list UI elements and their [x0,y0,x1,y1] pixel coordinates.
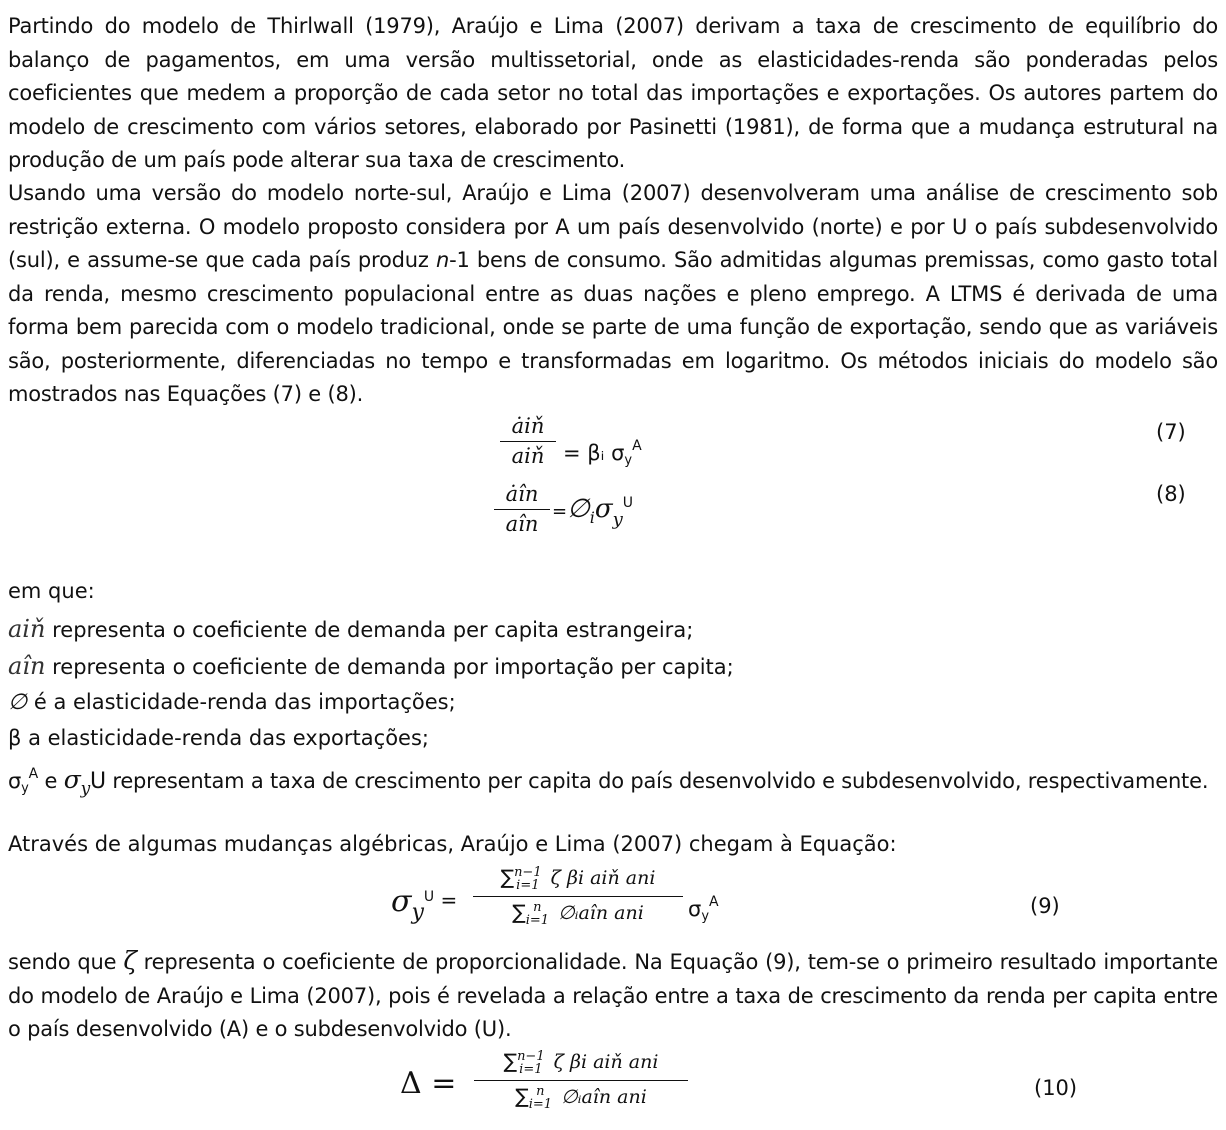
eq10-lhs: Δ = [400,1066,457,1101]
def3-text: é a elasticidade-renda das importações; [27,690,456,714]
def3-symbol: ∅ [8,690,28,715]
eq9-den-lower: i=1 [525,913,550,928]
def5-e: e [38,769,64,793]
eq7-fraction-bar [500,441,556,442]
eq10-fraction [474,1050,688,1111]
eq8-fraction [494,484,550,535]
eq9-rhs-sigma: σ [688,897,702,921]
paragraph-4 [8,944,1218,1047]
eq9-rhs [688,894,719,924]
paragraph-1 [8,10,1218,178]
eq10-den-body: ∅ᵢaîn ani [555,1086,647,1108]
def5-sub-y-u: y [80,779,90,799]
eq8-rhs [552,494,633,530]
eq9-num-upper: n−1 [514,865,542,880]
eq9-numerator [473,866,683,892]
paragraph-4-text-b: representa o coeficiente de proporcionalidade. Na Equação (9), tem-se o primeiro resultado importante do modelo de Araújo e Lima (2007), pois é revelada a relação entre a taxa de crescimento da renda per capita entre o país desenvolvido (A) e o subdesenvolvido (U). [8,950,1218,1041]
em-que-label: em que: [8,579,95,603]
eq10-den-upper: n [536,1084,545,1099]
eq9-den-sum: ∑ [512,900,526,924]
eq10-number: (10) [1034,1076,1078,1100]
def5-sup-a: A [28,766,39,782]
eq7-rhs [563,438,642,468]
def2-text: representa o coeficiente de demanda por importação per capita; [45,655,734,679]
eq8-sub-i: i [589,508,595,527]
paragraph-2-text-a: Usando uma versão do modelo norte-sul, Araújo e Lima (2007) desenvolveram uma análise de crescimento sob restrição externa. O modelo proposto considera por A um país desenvolvido (norte) e por U o país subdesenvolvido (sul), e assume-se que cada país produz [8,181,1218,272]
eq8-denominator: aîn [505,512,539,536]
eq8-numerator: ȧîn [505,482,539,506]
eq7-numerator: ȧiň [511,414,545,438]
paragraph-3: Através de algumas mudanças algébricas, Araújo e Lima (2007) chegam à Equação: [8,832,897,856]
eq7-fraction [500,416,556,467]
def5-sub-y-a: y [21,781,29,796]
paragraph-2 [8,177,1218,412]
eq10-fraction-bar [474,1080,688,1081]
eq9-num-sum: ∑ [500,865,515,889]
def5-sigma-u: σ [63,765,81,794]
def5-u: U [89,769,106,794]
eq7-denominator: aiň [511,444,545,468]
eq7-rhs-sup: A [632,438,642,454]
definition-1 [8,613,693,648]
eq10-den-lower: i=1 [528,1097,553,1112]
eq8-fraction-bar [494,509,550,510]
paragraph-2-text-b: -1 bens de consumo. São admitidas algumas premissas, como gasto total da renda, mesmo crescimento populacional entre as duas nações e pleno emprego. A LTMS é derivada de uma forma bem parecida com o modelo tradicional, onde se parte de uma função de exportação, sendo que as variáveis são, posteriormente, diferenciadas no tempo e transformadas em logaritmo. Os métodos iniciais do modelo são mostrados nas Equações (7) e (8). [8,248,1218,406]
eq10-num-lower: i=1 [519,1062,543,1077]
definition-3 [8,686,456,720]
eq10-numerator [474,1050,688,1076]
paragraph-2-italic-n: n [435,248,450,272]
eq8-sub-y: y [612,509,623,530]
def2-symbol: aîn [8,652,46,680]
eq9-den-upper: n [533,900,542,915]
eq9-rhs-sup: A [709,894,719,910]
eq9-lhs [391,884,457,925]
eq7-number: (7) [1156,420,1186,444]
def1-symbol: aiň [8,615,46,643]
eq8-sigma: σ [594,494,613,524]
eq8-number: (8) [1156,482,1186,506]
eq10-num-sum: ∑ [503,1049,518,1073]
def1-text: representa o coeficiente de demanda per capita estrangeira; [45,618,694,642]
eq10-den-sum: ∑ [515,1084,529,1108]
eq9-equals: = [434,888,458,912]
eq9-fraction [473,866,683,927]
eq10-denominator [474,1085,688,1111]
eq9-lhs-sup: U [423,889,435,905]
eq9-num-body: ζ βi aiň ani [544,867,656,889]
eq9-denominator [473,901,683,927]
eq9-den-body: ∅ᵢaîn ani [552,902,644,924]
def5-text: representam a taxa de crescimento per capita do país desenvolvido e subdesenvolvido, respectivamente. [105,769,1209,793]
eq9-fraction-bar [473,896,683,897]
def5-sigma-a: σ [8,769,22,793]
paragraph-4-text-a: sendo que [8,950,124,974]
eq8-equals: = [552,501,568,522]
eq9-lhs-sub: y [411,900,424,925]
eq7-rhs-text: = βᵢ σ [563,441,625,465]
eq10-num-body: ζ βi aiň ani [547,1051,659,1073]
eq9-lhs-sigma: σ [391,884,412,919]
eq9-num-lower: i=1 [516,878,540,893]
definition-2 [8,650,734,685]
eq7-rhs-sub: y [624,453,633,468]
definition-4: β a elasticidade-renda das exportações; [8,726,429,750]
eq9-number: (9) [1030,894,1060,918]
eq10-num-upper: n−1 [517,1049,545,1064]
eq8-phi: ∅ [567,494,590,524]
definition-5 [8,758,1218,807]
eq8-sup-u: U [622,495,634,511]
paragraph-4-zeta: ζ [123,946,137,975]
eq9-rhs-sub: y [701,909,710,924]
paragraph-1-text: Partindo do modelo de Thirlwall (1979), Araújo e Lima (2007) derivam a taxa de crescimento de equilíbrio do balanço de pagamentos, em uma versão multissetorial, onde as elasticidades-renda são ponderadas pelos coeficientes que medem a proporção de cada setor no total das importações e exportações. Os autores partem do modelo de crescimento com vários setores, elaborado por Pasinetti (1981), de forma que a mudança estrutural na produção de um país pode alterar sua taxa de crescimento. [8,14,1218,172]
